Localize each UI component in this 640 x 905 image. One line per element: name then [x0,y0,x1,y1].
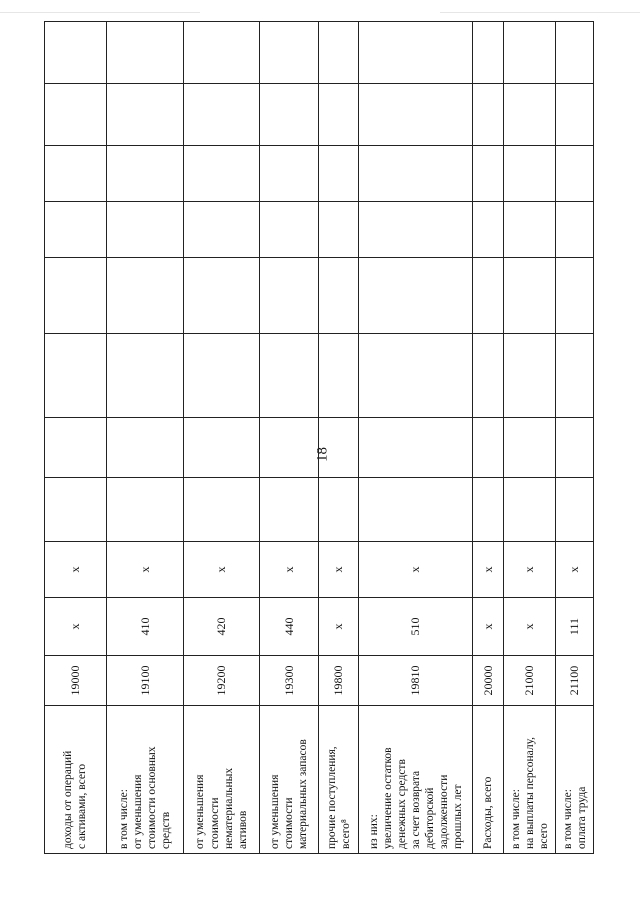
value-cell [504,84,556,146]
kosgu-code-cell: 111 [556,598,594,656]
value-cell [184,22,259,84]
value-cell [473,22,504,84]
kosgu-code-cell: 510 [359,598,473,656]
value-cell [359,146,473,202]
kosgu-code-cell: х [319,598,359,656]
indicator-name-cell: из них: увеличение остатков денежных средств за счет возврата дебиторской задолженности прошлых лет [359,706,473,854]
value-cell [184,418,259,478]
value-cell [359,334,473,418]
value-cell [45,334,107,418]
value-cell [259,258,319,334]
value-cell [45,478,107,542]
table-row [45,22,107,854]
scan-edge-mark [0,12,200,13]
value-cell [556,84,594,146]
table-row [184,22,259,854]
line-code-cell: 21000 [504,656,556,706]
value-cell [504,146,556,202]
value-cell [319,22,359,84]
value-cell [319,334,359,418]
value-cell [106,258,183,334]
value-cell [556,22,594,84]
table-row [106,22,183,854]
kbk-code-cell: х [259,542,319,598]
kbk-code-cell: х [556,542,594,598]
value-cell [45,84,107,146]
value-cell [556,146,594,202]
value-cell [504,202,556,258]
page-number: 18 [314,447,331,462]
kbk-code-cell: х [184,542,259,598]
value-cell [473,202,504,258]
value-cell [556,334,594,418]
value-cell [319,418,359,478]
value-cell [106,334,183,418]
value-cell [359,22,473,84]
value-cell [473,84,504,146]
value-cell [473,146,504,202]
value-cell [45,202,107,258]
value-cell [359,478,473,542]
value-cell [359,202,473,258]
value-cell [259,478,319,542]
value-cell [504,334,556,418]
indicator-name-cell: прочие поступления, всего⁸ [319,706,359,854]
value-cell [106,202,183,258]
value-cell [319,146,359,202]
value-cell [259,22,319,84]
rotated-table-frame [44,22,594,854]
indicator-name-cell: в том числе: от уменьшения стоимости основных средств [106,706,183,854]
value-cell [259,84,319,146]
value-cell [45,418,107,478]
value-cell [556,202,594,258]
indicator-name-cell: в том числе: на выплаты персоналу, всего [504,706,556,854]
value-cell [106,146,183,202]
table-body [45,22,594,854]
kosgu-code-cell: х [45,598,107,656]
value-cell [319,478,359,542]
value-cell [45,146,107,202]
value-cell [259,146,319,202]
value-cell [106,418,183,478]
value-cell [184,146,259,202]
indicator-name-cell: от уменьшения стоимости материальных запасов [259,706,319,854]
value-cell [106,22,183,84]
table-row [473,22,504,854]
value-cell [359,258,473,334]
kosgu-code-cell: 410 [106,598,183,656]
value-cell [184,334,259,418]
line-code-cell: 19800 [319,656,359,706]
indicator-name-cell: доходы от операций с активами, всего [45,706,107,854]
value-cell [319,258,359,334]
value-cell [259,202,319,258]
value-cell [319,84,359,146]
line-code-cell: 19200 [184,656,259,706]
kbk-code-cell: х [45,542,107,598]
value-cell [259,334,319,418]
kbk-code-cell: х [473,542,504,598]
indicator-name-cell: от уменьшения стоимости нематериальных активов [184,706,259,854]
value-cell [184,84,259,146]
kosgu-code-cell: х [504,598,556,656]
indicator-name-cell: Расходы, всего [473,706,504,854]
value-cell [359,84,473,146]
line-code-cell: 19810 [359,656,473,706]
value-cell [184,202,259,258]
value-cell [504,258,556,334]
kosgu-code-cell: 440 [259,598,319,656]
line-code-cell: 21100 [556,656,594,706]
value-cell [556,258,594,334]
value-cell [473,418,504,478]
kbk-code-cell: х [319,542,359,598]
scan-edge-mark [440,12,640,13]
table-row [259,22,319,854]
line-code-cell: 19100 [106,656,183,706]
table-row [359,22,473,854]
value-cell [504,478,556,542]
kosgu-code-cell: х [473,598,504,656]
value-cell [504,22,556,84]
value-cell [45,258,107,334]
value-cell [556,418,594,478]
line-code-cell: 19000 [45,656,107,706]
value-cell [473,334,504,418]
value-cell [556,478,594,542]
kosgu-code-cell: 420 [184,598,259,656]
value-cell [319,202,359,258]
rotated-table-wrapper [44,22,594,854]
value-cell [359,418,473,478]
value-cell [184,478,259,542]
value-cell [504,418,556,478]
value-cell [473,478,504,542]
indicator-name-cell: в том числе: оплата труда [556,706,594,854]
value-cell [259,418,319,478]
kbk-code-cell: х [504,542,556,598]
value-cell [45,22,107,84]
value-cell [106,478,183,542]
kbk-code-cell: х [359,542,473,598]
value-cell [184,258,259,334]
line-code-cell: 19300 [259,656,319,706]
table-row [319,22,359,854]
table-row [556,22,594,854]
table-row [504,22,556,854]
value-cell [473,258,504,334]
value-cell [106,84,183,146]
kbk-code-cell: х [106,542,183,598]
line-code-cell: 20000 [473,656,504,706]
plan-indicators-table [44,21,594,854]
